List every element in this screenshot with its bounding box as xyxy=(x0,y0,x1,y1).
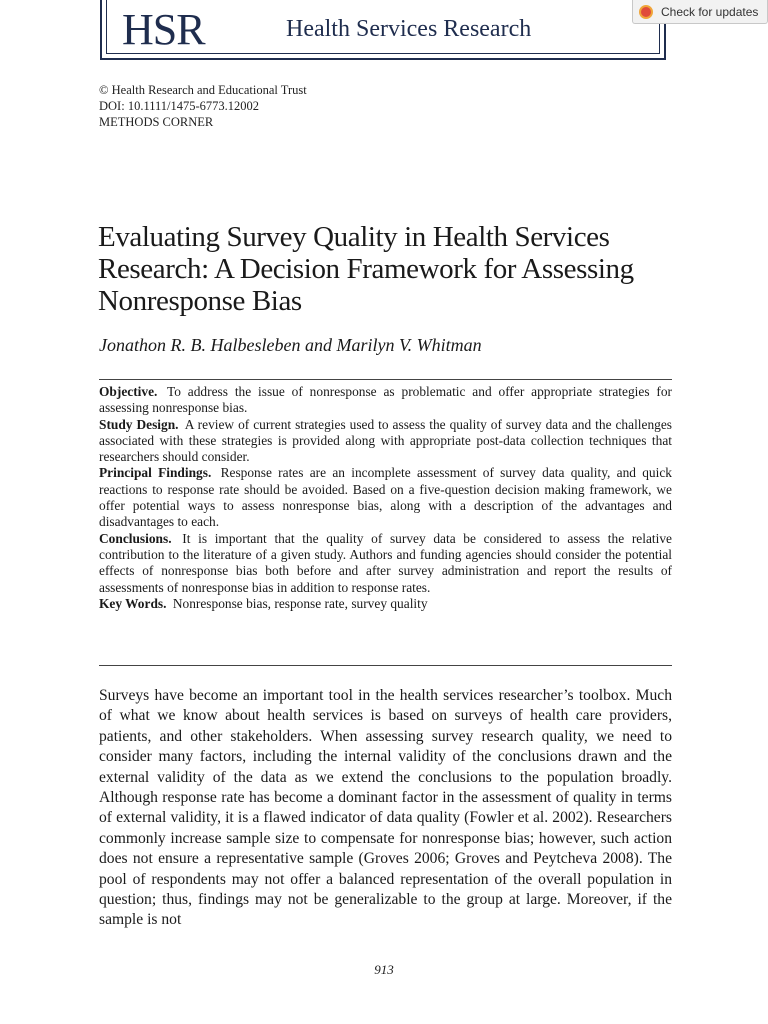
abstract xyxy=(99,384,672,612)
conclusions-text: It is important that the quality of survey data be considered to assess the relative contribution to the literature of a given study. Authors and funding agencies should consider the potential effects of nonresponse bias both before and after survey administration and report the results of assessments of nonresponse bias in addition to response rates. xyxy=(99,530,672,595)
journal-header xyxy=(100,0,666,60)
copyright-line: © Health Research and Educational Trust xyxy=(99,83,307,97)
doi-line[interactable]: DOI: 10.1111/1475-6773.12002 xyxy=(99,99,260,113)
principal-findings-label: Principal Findings. xyxy=(99,465,212,481)
article-authors: Jonathon R. B. Halbesleben and Marilyn V. Whitman xyxy=(99,335,482,355)
abstract-study-design xyxy=(99,417,672,466)
key-words-text: Nonresponse bias, response rate, survey quality xyxy=(172,595,428,611)
journal-name: Health Services Research xyxy=(286,16,532,42)
key-words-label: Key Words. xyxy=(99,595,167,611)
study-design-label: Study Design. xyxy=(99,416,179,432)
conclusions-label: Conclusions. xyxy=(99,530,172,546)
objective-text: To address the issue of nonresponse as problematic and offer appropriate strategies for assessing nonresponse bias. xyxy=(99,384,673,416)
objective-label: Objective. xyxy=(99,384,158,399)
check-for-updates-label: Check for updates xyxy=(661,4,759,19)
principal-findings-text: Response rates are an incomplete assessment of survey data quality, and quick reactions to response rate should be avoided. Based on a five-question decision making framework, we offer potential ways to assess nonresponse bias, along with a description of the advantages and disadvantages to each. xyxy=(99,465,672,530)
check-for-updates-button[interactable] xyxy=(632,0,768,24)
hsr-logo: HSR xyxy=(122,5,205,54)
crossmark-icon xyxy=(639,5,653,19)
abstract-principal-findings xyxy=(99,465,672,530)
abstract-objective xyxy=(99,384,672,417)
section-label: METHODS CORNER xyxy=(99,115,214,129)
page-number: 913 xyxy=(374,962,394,977)
body-paragraph: Surveys have become an important tool in the health services researcher’s toolbox. Much of what we know about health services is based on surveys of health care providers, patients, and other stakeholders. When assessing survey research quality, we need to consider many factors, including the internal validity of the conclusions drawn and the external validity of the data as we extend the conclusions to the population broadly. Although response rate has become a dominant factor in the assessment of quality in terms of external validity, it is a flawed indicator of data quality (Fowler et al. 2002). Researchers commonly increase sample size to compensate for nonresponse bias; however, such action does not ensure a representative sample (Groves 2006; Groves and Peytcheva 2008). The pool of respondents may not offer a balanced representation of the overall population in question; thus, findings may not be generalizable to the group at large. Moreover, if the sample is not xyxy=(99,687,672,929)
abstract-conclusions xyxy=(99,531,672,596)
abstract-key-words xyxy=(99,596,672,612)
abstract-bottom-rule xyxy=(99,665,672,666)
abstract-top-rule xyxy=(99,379,672,380)
study-design-text: A review of current strategies used to assess the quality of survey data and the challenges associated with these strategies is provided along with appropriate post-data collection techniques that researchers should consider. xyxy=(99,416,673,465)
article-meta xyxy=(99,82,307,130)
article-title: Evaluating Survey Quality in Health Services Research: A Decision Framework for Assessing Nonresponse Bias xyxy=(98,221,634,317)
